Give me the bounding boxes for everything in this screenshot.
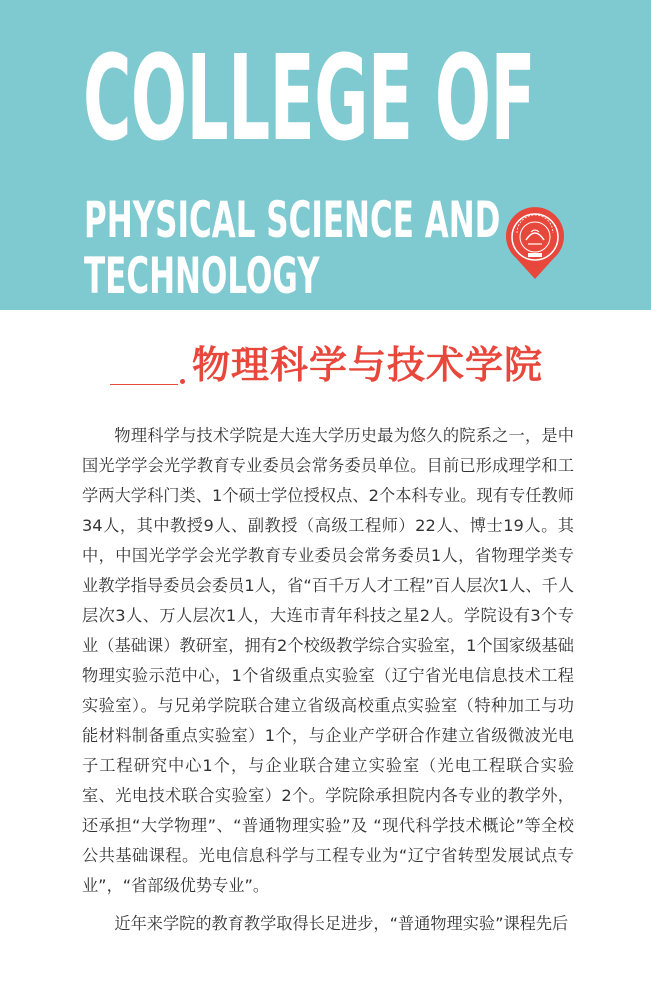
title-divider-line <box>110 384 178 385</box>
university-seal-pin-icon <box>504 206 566 280</box>
title-technology: TECHNOLOGY <box>84 247 320 305</box>
title-college-of: COLLEGE OF <box>83 29 536 167</box>
title-divider-dot <box>180 379 185 384</box>
header-banner <box>0 0 651 310</box>
body-text <box>82 421 574 947</box>
paragraph-intro: 物理科学与技术学院是大连大学历史最为悠久的院系之一，是中国光学学会光学教育专业委员会常务委员单位。目前已形成理学和工学两大学科门类、1个硕士学位授权点、2个本科专业。现有专任教师34人，其中教授9人、副教授（高级工程师）22人、博士19人。其中，中国光学学会光学教育专业委员会常务委员1人，省物理学类专业教学指导委员会委员1人，省“百千万人才工程”百人层次1人、千人层次3人、万人层次1人，大连市青年科技之星2人。学院设有3个专业（基础课）教研室，拥有2个校级教学综合实验室，1个国家级基础物理实验示范中心，1个省级重点实验室（辽宁省光电信息技术工程实验室）。与兄弟学院联合建立省级高校重点实验室（特种加工与功能材料制备重点实验室）1个，与企业产学研合作建立省级微波光电子工程研究中心1个，与企业联合建立实验室（光电工程联合实验室、光电技术联合实验室）2个。学院除承担院内各专业的教学外，还承担“大学物理”、“普通物理实验”及 “现代科学技术概论”等全校公共基础课程。光电信息科学与工程专业为“辽宁省转型发展试点专业”，“省部级优势专业”。 <box>82 426 574 895</box>
title-physical-science-and: PHYSICAL SCIENCE AND <box>84 191 501 249</box>
paragraph-teaching: 近年来学院的教育教学取得长足进步，“普通物理实验”课程先后 <box>114 914 569 933</box>
section-title: 物理科学与技术学院 <box>192 343 544 387</box>
